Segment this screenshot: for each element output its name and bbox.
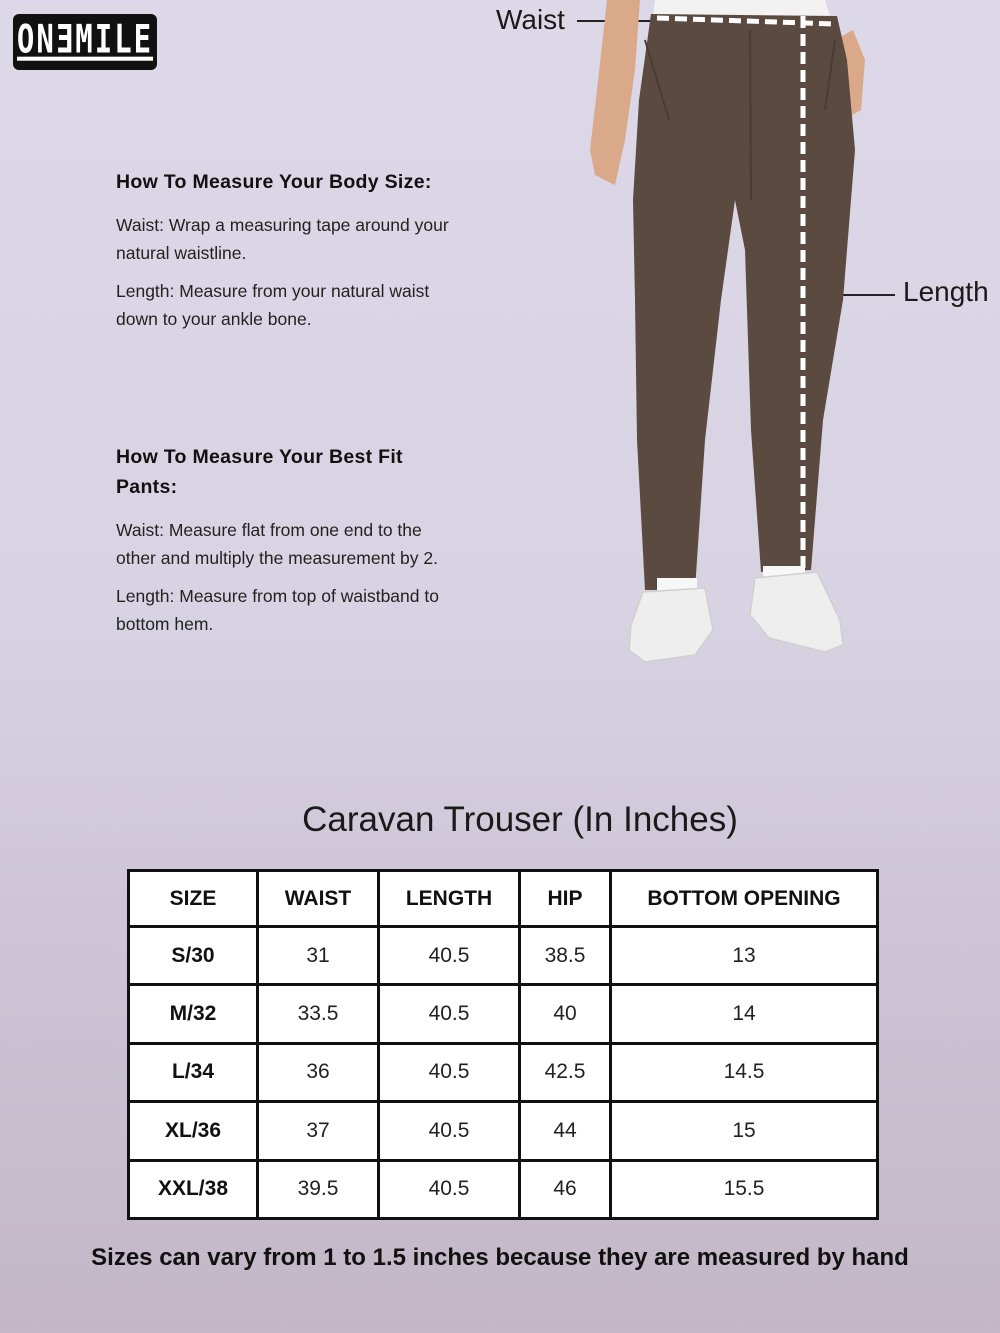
cell-length: 40.5 xyxy=(379,1160,520,1218)
cell-length: 40.5 xyxy=(379,1043,520,1101)
cell-waist: 36 xyxy=(258,1043,379,1101)
pants-measure-heading: How To Measure Your Best Fit Pants: xyxy=(116,446,403,498)
cell-length: 40.5 xyxy=(379,927,520,985)
body-measure-heading: How To Measure Your Body Size: xyxy=(116,171,432,193)
cell-length: 40.5 xyxy=(379,1102,520,1160)
table-row xyxy=(129,985,878,1043)
table-row xyxy=(129,1160,878,1218)
header-bottom-opening: BOTTOM OPENING xyxy=(611,871,878,927)
size-chart-header-row xyxy=(129,871,878,927)
size-chart-table xyxy=(127,869,879,1220)
cell-hip: 38.5 xyxy=(520,927,611,985)
cell-waist: 33.5 xyxy=(258,985,379,1043)
pants-measure-length: Length: Measure from top of waistband to bottom hem. xyxy=(116,586,439,634)
cell-size: S/30 xyxy=(129,927,258,985)
trouser xyxy=(633,14,855,590)
header-length: LENGTH xyxy=(379,871,520,927)
shirt xyxy=(653,0,830,16)
header-size: SIZE xyxy=(129,871,258,927)
measurement-disclaimer: Sizes can vary from 1 to 1.5 inches because they are measured by hand xyxy=(91,1244,909,1271)
waist-callout-label: Waist xyxy=(496,4,565,35)
cell-bottom-opening: 15 xyxy=(611,1102,878,1160)
trouser-fly xyxy=(750,30,751,200)
body-measure-section xyxy=(116,167,456,343)
trouser-model-image xyxy=(585,0,875,665)
table-row xyxy=(129,927,878,985)
cell-hip: 40 xyxy=(520,985,611,1043)
header-waist: WAIST xyxy=(258,871,379,927)
cell-waist: 37 xyxy=(258,1102,379,1160)
cell-bottom-opening: 14.5 xyxy=(611,1043,878,1101)
cell-bottom-opening: 15.5 xyxy=(611,1160,878,1218)
cell-length: 40.5 xyxy=(379,985,520,1043)
left-arm xyxy=(590,0,640,185)
cell-bottom-opening: 14 xyxy=(611,985,878,1043)
body-measure-length: Length: Measure from your natural waist down to your ankle bone. xyxy=(116,281,430,329)
length-callout-label: Length xyxy=(903,276,989,307)
cell-size: L/34 xyxy=(129,1043,258,1101)
brand-logo[interactable] xyxy=(13,14,157,70)
pants-measure-section xyxy=(116,442,456,648)
cell-hip: 44 xyxy=(520,1102,611,1160)
cell-waist: 39.5 xyxy=(258,1160,379,1218)
shoe-left xyxy=(629,588,713,662)
cell-waist: 31 xyxy=(258,927,379,985)
body-measure-waist: Waist: Wrap a measuring tape around your natural waistline. xyxy=(116,215,449,263)
table-row xyxy=(129,1102,878,1160)
cell-bottom-opening: 13 xyxy=(611,927,878,985)
cell-size: XL/36 xyxy=(129,1102,258,1160)
header-hip: HIP xyxy=(520,871,611,927)
cell-size: M/32 xyxy=(129,985,258,1043)
cell-size: XXL/38 xyxy=(129,1160,258,1218)
shoe-right xyxy=(750,572,843,652)
cell-hip: 42.5 xyxy=(520,1043,611,1101)
pants-measure-waist: Waist: Measure flat from one end to the other and multiply the measurement by 2. xyxy=(116,520,438,568)
brand-logo-text: ONƎMILE xyxy=(16,15,154,62)
size-chart-title: Caravan Trouser (In Inches) xyxy=(302,800,738,839)
cell-hip: 46 xyxy=(520,1160,611,1218)
table-row xyxy=(129,1043,878,1101)
